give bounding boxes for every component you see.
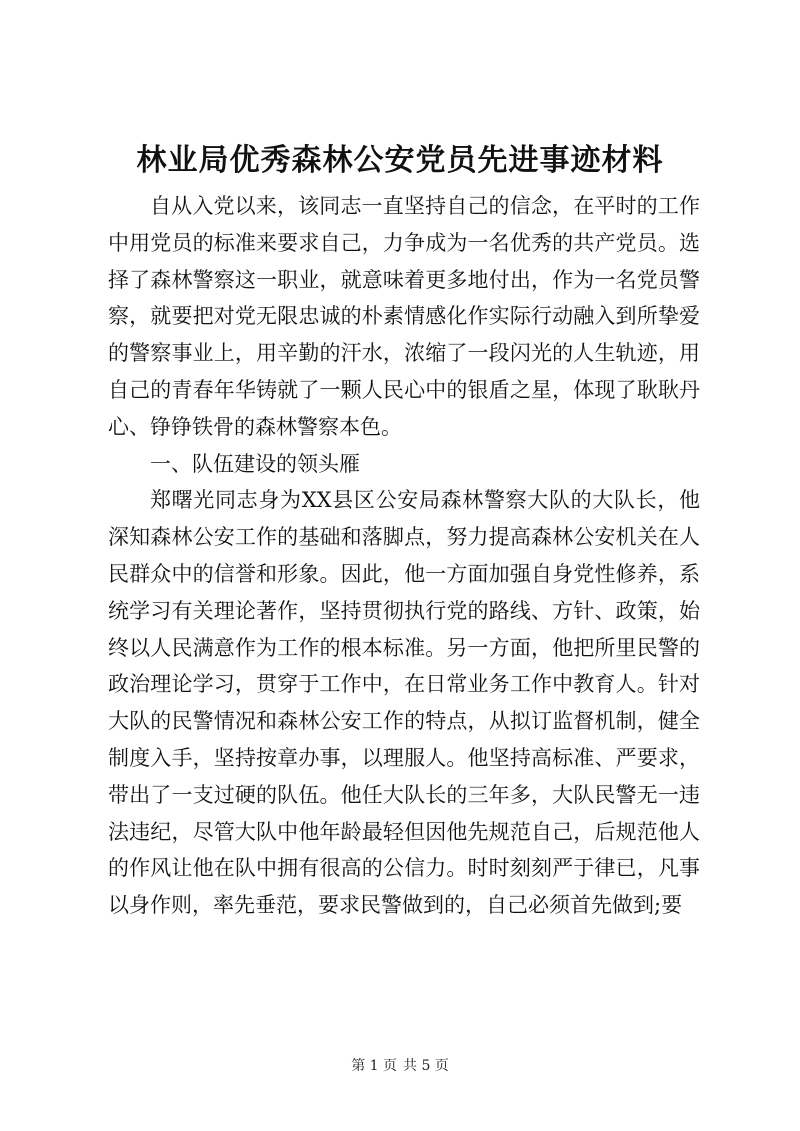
- page-number: 第 1 页: [351, 1058, 397, 1074]
- paragraph-intro: 自从入党以来，该同志一直坚持自己的信念，在平时的工作中用党员的标准来要求自己，力争成为一名优秀的共产党员。选择了森林警察这一职业，就意味着更多地付出，作为一名党员警察，就要把对党无限忠诚的朴素情感化作实际行动融入到所挚爱的警察事业上，用辛勤的汗水，浓缩了一段闪光的人生轨迹，用自己的青春年华铸就了一颗人民心中的银盾之星，体现了耿耿丹心、铮铮铁骨的森林警察本色。: [108, 194, 700, 439]
- document-body: [108, 188, 700, 924]
- page-total: 共 5 页: [403, 1058, 449, 1074]
- document-title: 林业局优秀森林公安党员先进事迹材料: [136, 143, 664, 178]
- paragraph-team-building: 郑曙光同志身为XX县区公安局森林警察大队的大队长，他深知森林公安工作的基础和落脚点，努力提高森林公安机关在人民群众中的信誉和形象。因此，他一方面加强自身党性修养，系统学习有关理论著作，坚持贯彻执行党的路线、方针、政策，始终以人民满意作为工作的根本标准。另一方面，他把所里民警的政治理论学习，贯穿于工作中，在日常业务工作中教育人。针对大队的民警情况和森林公安工作的特点，从拟订监督机制，健全制度入手，坚持按章办事，以理服人。他坚持高标准、严要求，带出了一支过硬的队伍。他任大队长的三年多，大队民警无一违法违纪，尽管大队中他年龄最轻但因他先规范自己，后规范他人的作风让他在队中拥有很高的公信力。时时刻刻严于律已，凡事以身作则，率先垂范，要求民警做到的，自己必须首先做到;要: [108, 488, 700, 918]
- section-heading: 一、队伍建设的领头雁: [150, 451, 360, 476]
- page-footer: [0, 1056, 800, 1076]
